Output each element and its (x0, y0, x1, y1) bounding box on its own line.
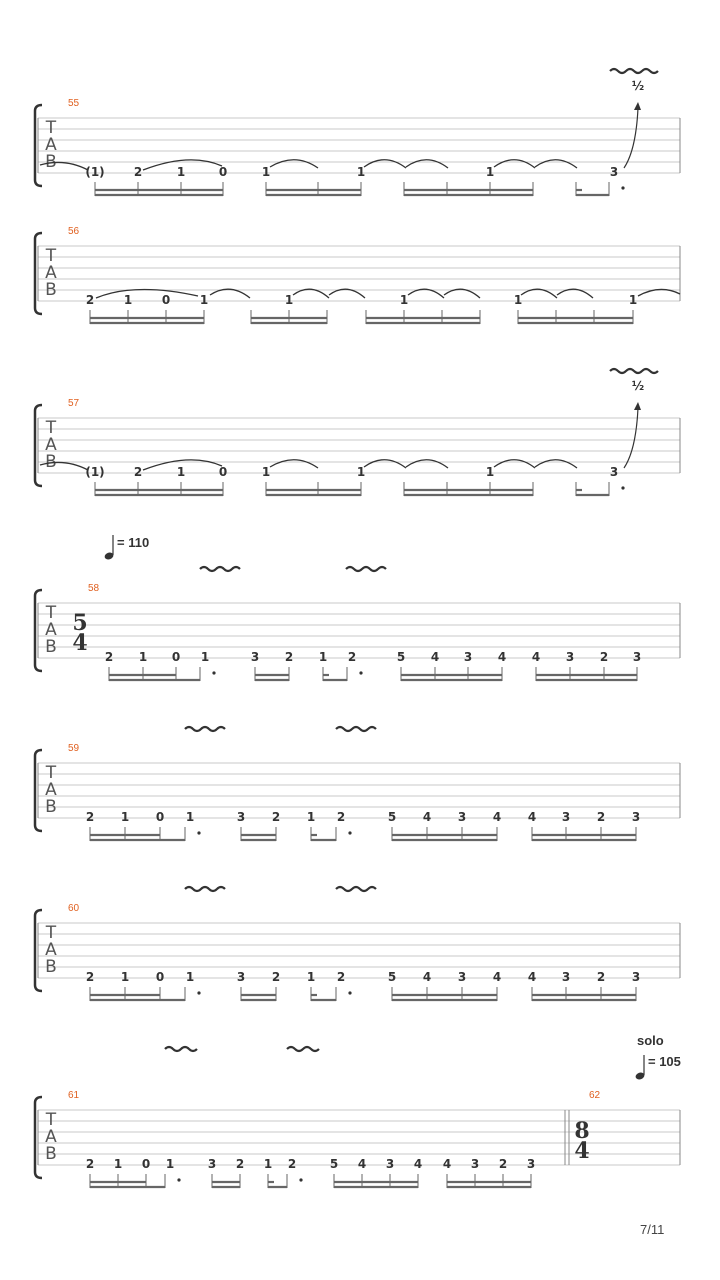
tab-note: 4 (531, 650, 541, 664)
tab-note: 1 (113, 1157, 123, 1171)
tab-note: 4 (357, 1157, 367, 1171)
clef-a: A (45, 435, 57, 455)
beams (90, 1182, 531, 1187)
tab-system-55 (35, 69, 680, 196)
tab-note: 1 (306, 970, 316, 984)
tab-note: 4 (492, 970, 502, 984)
tab-note: 5 (387, 810, 397, 824)
time-signature (574, 1118, 589, 1164)
beams (90, 318, 633, 323)
tab-note: 1 (123, 293, 133, 307)
ties (40, 160, 577, 170)
tab-note: 1 (284, 293, 294, 307)
solo-text: solo (637, 1033, 664, 1048)
tab-clef (45, 763, 57, 817)
tab-note: 2 (596, 810, 606, 824)
tab-note: 2 (287, 1157, 297, 1171)
tab-note: 2 (235, 1157, 245, 1171)
measure-number: 57 (68, 398, 80, 409)
dot (348, 991, 351, 994)
bend-arrowhead (634, 102, 641, 110)
tab-note: 0 (171, 650, 181, 664)
dot (197, 991, 200, 994)
tab-note: 2 (85, 810, 95, 824)
tab-note: 0 (161, 293, 171, 307)
tab-note: 4 (422, 970, 432, 984)
tab-note: 3 (609, 465, 619, 479)
tab-note: 2 (271, 970, 281, 984)
clef-b: B (45, 957, 57, 977)
clef-b: B (45, 797, 57, 817)
tab-note: 3 (470, 1157, 480, 1171)
vibrato-mark (610, 69, 658, 73)
clef-b: B (45, 280, 57, 300)
tab-note: 1 (263, 1157, 273, 1171)
tab-note: 1 (399, 293, 409, 307)
vibrato-mark (610, 369, 658, 373)
time-signature-top: 8 (574, 1118, 590, 1144)
page-number: 7/11 (640, 1222, 665, 1237)
vibrato-mark (336, 887, 376, 891)
tab-note: 2 (133, 165, 143, 179)
tab-clef (45, 923, 57, 977)
tab-note: 1 (513, 293, 523, 307)
tab-note: 1 (120, 970, 130, 984)
clef-a: A (45, 263, 57, 283)
tab-note: 2 (85, 1157, 95, 1171)
tab-note: 1 (120, 810, 130, 824)
tab-note: 3 (526, 1157, 536, 1171)
tab-note: 0 (155, 970, 165, 984)
measure-number: 56 (68, 226, 80, 237)
measure-number: 61 (68, 1090, 80, 1101)
dot (197, 831, 200, 834)
tab-note: (1) (85, 165, 105, 179)
tab-note: 2 (104, 650, 114, 664)
tab-note: 3 (457, 970, 467, 984)
tab-note: 4 (527, 970, 537, 984)
tab-note: 1 (200, 650, 210, 664)
tab-note: 1 (165, 1157, 175, 1171)
clef-t: T (45, 603, 57, 623)
dot (212, 671, 215, 674)
tab-note: 4 (413, 1157, 423, 1171)
clef-b: B (45, 152, 57, 172)
beams (90, 995, 636, 1000)
tab-system-60 (35, 887, 680, 1001)
bend-arrow (624, 108, 638, 168)
tempo-marking (104, 535, 150, 561)
tab-note: 0 (218, 465, 228, 479)
clef-a: A (45, 135, 57, 155)
tab-note: 2 (336, 970, 346, 984)
ties (40, 460, 577, 470)
tab-system-59 (35, 727, 680, 841)
tab-note: 3 (236, 810, 246, 824)
beams (95, 190, 609, 195)
tab-note: 0 (218, 165, 228, 179)
tab-note: 4 (430, 650, 440, 664)
tab-note: 3 (631, 810, 641, 824)
clef-t: T (45, 763, 57, 783)
dot (621, 486, 624, 489)
tab-note: 2 (596, 970, 606, 984)
tab-note: 1 (261, 165, 271, 179)
bend-amount: ½ (631, 79, 645, 93)
tab-clef (45, 246, 57, 300)
tempo-value: = 110 (117, 535, 150, 550)
time-signature (72, 610, 87, 656)
tab-note: 1 (485, 165, 495, 179)
tab-note: 1 (261, 465, 271, 479)
clef-a: A (45, 620, 57, 640)
tab-note: 3 (561, 970, 571, 984)
beams (90, 835, 636, 840)
tab-note: 0 (141, 1157, 151, 1171)
tab-system-57 (35, 369, 680, 496)
tempo-value: = 105 (648, 1054, 681, 1069)
beams (109, 675, 637, 680)
tab-note: 2 (85, 293, 95, 307)
tab-note: (1) (85, 465, 105, 479)
clef-a: A (45, 940, 57, 960)
tab-staff-lines (38, 763, 680, 818)
tab-note: 3 (207, 1157, 217, 1171)
tab-note: 2 (133, 465, 143, 479)
tab-note: 1 (356, 465, 366, 479)
tab-note: 3 (632, 650, 642, 664)
vibrato-mark (200, 567, 240, 571)
tab-note: 2 (599, 650, 609, 664)
time-signature-bottom: 4 (574, 1138, 590, 1164)
time-signature-bottom: 4 (72, 630, 88, 656)
tab-note: 4 (527, 810, 537, 824)
tab-note: 1 (628, 293, 638, 307)
tab-note: 2 (271, 810, 281, 824)
tab-note: 5 (396, 650, 406, 664)
tab-note: 4 (497, 650, 507, 664)
vibrato-mark (185, 727, 225, 731)
tab-note: 3 (565, 650, 575, 664)
tempo-marking (635, 1054, 681, 1081)
vibrato-mark (287, 1047, 319, 1051)
measure-number: 62 (589, 1090, 601, 1101)
dot (621, 186, 624, 189)
bend-arrow (624, 408, 638, 468)
tab-note: 1 (185, 810, 195, 824)
tab-system-56 (35, 226, 680, 324)
tab-note: 0 (155, 810, 165, 824)
clef-t: T (45, 418, 57, 438)
tab-note: 3 (236, 970, 246, 984)
tab-note: 2 (336, 810, 346, 824)
tab-note: 1 (185, 970, 195, 984)
tab-system-61 (35, 1033, 681, 1188)
clef-b: B (45, 1144, 57, 1164)
tab-note: 2 (85, 970, 95, 984)
tab-note: 3 (631, 970, 641, 984)
tab-note: 4 (492, 810, 502, 824)
tab-note: 3 (385, 1157, 395, 1171)
clef-t: T (45, 118, 57, 138)
vibrato-mark (336, 727, 376, 731)
tab-system-58 (35, 535, 680, 681)
dot (177, 1178, 180, 1181)
tab-note: 1 (176, 165, 186, 179)
clef-b: B (45, 637, 57, 657)
measure-number: 55 (68, 98, 80, 109)
clef-t: T (45, 246, 57, 266)
tab-staff-lines (38, 923, 680, 978)
measure-number: 59 (68, 743, 80, 754)
tab-note: 3 (250, 650, 260, 664)
measure-number: 58 (88, 583, 100, 594)
tab-note: 2 (347, 650, 357, 664)
clef-t: T (45, 1110, 57, 1130)
tab-note: 1 (138, 650, 148, 664)
dot (299, 1178, 302, 1181)
tab-note: 5 (387, 970, 397, 984)
tab-note: 1 (318, 650, 328, 664)
tab-note: 3 (561, 810, 571, 824)
clef-a: A (45, 1127, 57, 1147)
vibrato-mark (165, 1047, 197, 1051)
bend-amount: ½ (631, 379, 645, 393)
tab-note: 4 (442, 1157, 452, 1171)
tab-note: 3 (463, 650, 473, 664)
tab-note: 3 (457, 810, 467, 824)
tab-note: 1 (485, 465, 495, 479)
beams (95, 490, 609, 495)
tab-note: 1 (176, 465, 186, 479)
clef-b: B (45, 452, 57, 472)
tab-staff-lines (38, 603, 680, 658)
measure-number: 60 (68, 903, 80, 914)
tab-note: 1 (356, 165, 366, 179)
dot (359, 671, 362, 674)
tab-note: 2 (284, 650, 294, 664)
tab-clef (45, 603, 57, 657)
tab-note: 3 (609, 165, 619, 179)
tab-note: 5 (329, 1157, 339, 1171)
bend-arrowhead (634, 402, 641, 410)
dot (348, 831, 351, 834)
clef-a: A (45, 780, 57, 800)
tab-note: 1 (306, 810, 316, 824)
tab-note: 1 (199, 293, 209, 307)
vibrato-mark (346, 567, 386, 571)
tab-note: 4 (422, 810, 432, 824)
tab-note: 2 (498, 1157, 508, 1171)
clef-t: T (45, 923, 57, 943)
time-signature-top: 5 (72, 610, 88, 636)
vibrato-mark (185, 887, 225, 891)
tab-clef (45, 1110, 57, 1164)
